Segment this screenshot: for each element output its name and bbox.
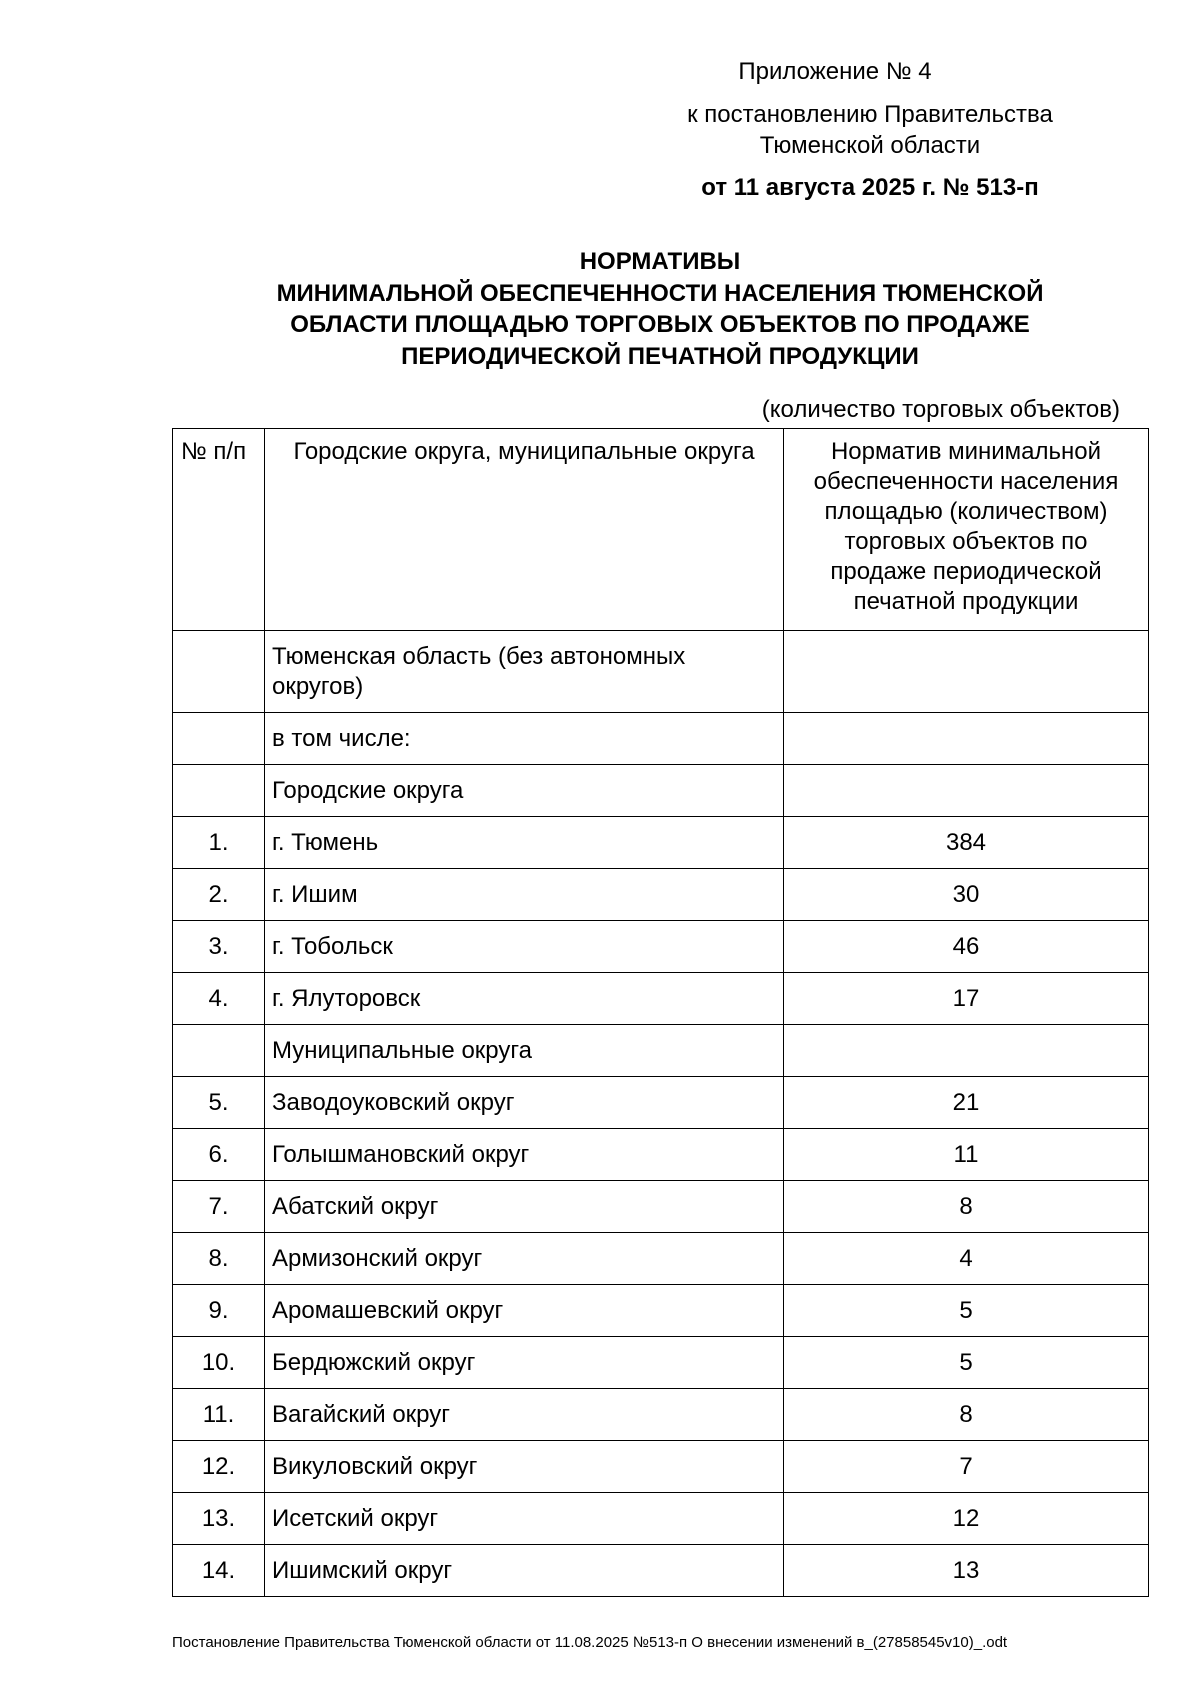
title-line-4: ПЕРИОДИЧЕСКОЙ ПЕЧАТНОЙ ПРОДУКЦИИ bbox=[401, 342, 919, 370]
row-name: Абатский округ bbox=[265, 1181, 784, 1233]
row-name: Исетский округ bbox=[265, 1493, 784, 1545]
row-name: Ишимский округ bbox=[265, 1545, 784, 1597]
row-num: 4. bbox=[173, 973, 265, 1025]
header-value: Норматив минимальной обеспеченности населения площадью (количеством) торговых объектов по продаже периодической печатной продукции bbox=[784, 429, 1149, 631]
title-line-2: МИНИМАЛЬНОЙ ОБЕСПЕЧЕННОСТИ НАСЕЛЕНИЯ ТЮМЕНСКОЙ bbox=[276, 279, 1044, 307]
row-value bbox=[784, 713, 1149, 765]
row-num: 9. bbox=[173, 1285, 265, 1337]
row-num: 2. bbox=[173, 869, 265, 921]
table-row bbox=[173, 817, 1149, 869]
row-name: Муниципальные округа bbox=[265, 1025, 784, 1077]
table-row bbox=[173, 973, 1149, 1025]
table-row bbox=[173, 1389, 1149, 1441]
row-name: Армизонский округ bbox=[265, 1233, 784, 1285]
row-num: 14. bbox=[173, 1545, 265, 1597]
appendix-date-line: от 11 августа 2025 г. № 513-п bbox=[701, 174, 1039, 201]
row-num: 5. bbox=[173, 1077, 265, 1129]
row-value: 8 bbox=[784, 1389, 1149, 1441]
row-name: Вагайский округ bbox=[265, 1389, 784, 1441]
table-row bbox=[173, 1077, 1149, 1129]
appendix-reference-line2: Тюменской области bbox=[759, 132, 981, 159]
table-header-row bbox=[173, 429, 1149, 631]
row-num: 10. bbox=[173, 1337, 265, 1389]
title-line-3: ОБЛАСТИ ПЛОЩАДЬЮ ТОРГОВЫХ ОБЪЕКТОВ ПО ПРОДАЖЕ bbox=[290, 311, 1030, 338]
row-num bbox=[173, 1025, 265, 1077]
appendix-reference bbox=[640, 99, 1100, 161]
row-num: 13. bbox=[173, 1493, 265, 1545]
row-num: 12. bbox=[173, 1441, 265, 1493]
header-name: Городские округа, муниципальные округа bbox=[265, 429, 784, 631]
table-row bbox=[173, 869, 1149, 921]
appendix-reference-line1: к постановлению Правительства bbox=[687, 101, 1053, 128]
row-value: 13 bbox=[784, 1545, 1149, 1597]
row-num: 6. bbox=[173, 1129, 265, 1181]
table-row bbox=[173, 631, 1149, 713]
row-name: в том числе: bbox=[265, 713, 784, 765]
table-row bbox=[173, 1493, 1149, 1545]
row-name: г. Ялуторовск bbox=[265, 973, 784, 1025]
table-row bbox=[173, 1233, 1149, 1285]
row-name: г. Тюмень bbox=[265, 817, 784, 869]
row-num: 3. bbox=[173, 921, 265, 973]
table-row bbox=[173, 921, 1149, 973]
row-value: 8 bbox=[784, 1181, 1149, 1233]
table-row bbox=[173, 1181, 1149, 1233]
row-name: г. Ишим bbox=[265, 869, 784, 921]
appendix-number: Приложение № 4 bbox=[738, 58, 932, 85]
row-value: 46 bbox=[784, 921, 1149, 973]
row-value bbox=[784, 765, 1149, 817]
row-value: 30 bbox=[784, 869, 1149, 921]
row-num: 8. bbox=[173, 1233, 265, 1285]
table-row bbox=[173, 1025, 1149, 1077]
row-name: Викуловский округ bbox=[265, 1441, 784, 1493]
document-footer: Постановление Правительства Тюменской области от 11.08.2025 №513-п О внесении изменений в_(27858545v10)_.odt bbox=[172, 1634, 1008, 1651]
title-line-1: НОРМАТИВЫ bbox=[579, 248, 741, 275]
row-name: Бердюжский округ bbox=[265, 1337, 784, 1389]
table-row bbox=[173, 1441, 1149, 1493]
table-row bbox=[173, 1337, 1149, 1389]
row-num bbox=[173, 765, 265, 817]
norms-table bbox=[172, 428, 1149, 1597]
row-name: Голышмановский округ bbox=[265, 1129, 784, 1181]
row-value: 11 bbox=[784, 1129, 1149, 1181]
row-value: 21 bbox=[784, 1077, 1149, 1129]
row-value: 5 bbox=[784, 1285, 1149, 1337]
row-value: 384 bbox=[784, 817, 1149, 869]
row-num bbox=[173, 713, 265, 765]
table-row bbox=[173, 1285, 1149, 1337]
row-value: 17 bbox=[784, 973, 1149, 1025]
row-num bbox=[173, 631, 265, 713]
row-name: Городские округа bbox=[265, 765, 784, 817]
row-value: 12 bbox=[784, 1493, 1149, 1545]
row-name: Заводоуковский округ bbox=[265, 1077, 784, 1129]
row-value: 5 bbox=[784, 1337, 1149, 1389]
units-note: (количество торговых объектов) bbox=[761, 396, 1120, 423]
row-value bbox=[784, 631, 1149, 713]
table-row bbox=[173, 713, 1149, 765]
row-name: Тюменская область (без автономных округов) bbox=[265, 631, 784, 713]
table-row bbox=[173, 1129, 1149, 1181]
header-num: № п/п bbox=[173, 429, 265, 631]
row-num: 1. bbox=[173, 817, 265, 869]
table-row bbox=[173, 765, 1149, 817]
row-value: 7 bbox=[784, 1441, 1149, 1493]
row-value: 4 bbox=[784, 1233, 1149, 1285]
row-num: 7. bbox=[173, 1181, 265, 1233]
row-num: 11. bbox=[173, 1389, 265, 1441]
row-name: г. Тобольск bbox=[265, 921, 784, 973]
row-name: Аромашевский округ bbox=[265, 1285, 784, 1337]
row-value bbox=[784, 1025, 1149, 1077]
document-title bbox=[170, 246, 1150, 372]
table-row bbox=[173, 1545, 1149, 1597]
